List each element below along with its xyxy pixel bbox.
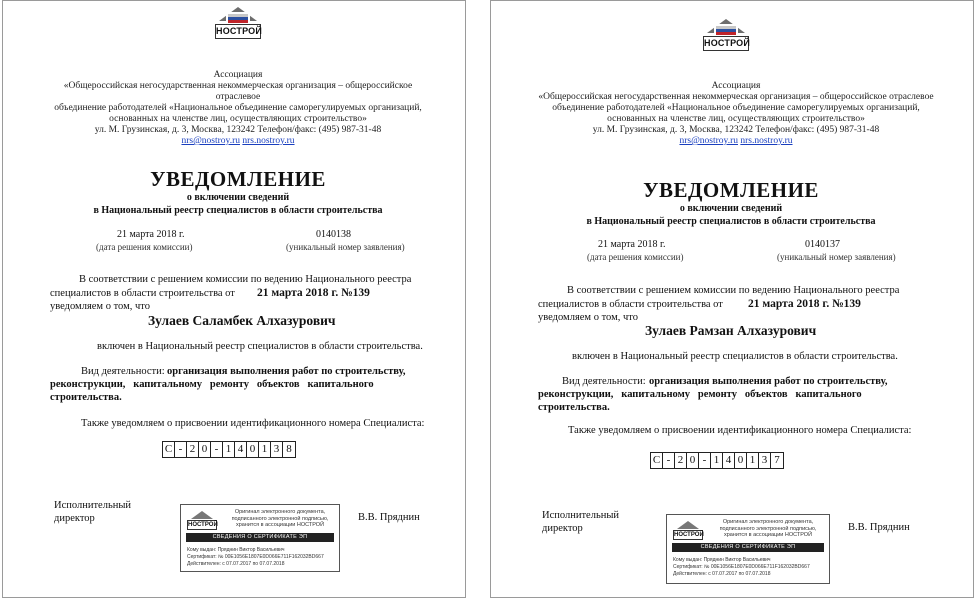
notice-subtitle-2: в Национальный реестр специалистов в области строительства (586, 216, 876, 227)
id-char: 3 (271, 442, 283, 457)
director-title-2: директор (542, 523, 583, 534)
page-gap (468, 0, 488, 598)
id-char: 4 (235, 442, 247, 457)
application-number-caption: (уникальный номер заявления) (286, 242, 405, 252)
nostroy-logo-icon (703, 19, 749, 55)
decision-reference: 21 марта 2018 г. №139 (748, 298, 861, 310)
notice-subtitle-1: о включении сведений (186, 192, 290, 203)
notice-page-right (490, 0, 974, 598)
id-char: 1 (711, 453, 723, 468)
para1-line2: специалистов в области строительства от (538, 299, 723, 310)
application-number: 0140137 (805, 239, 840, 250)
activity-line1: организация выполнения работ по строительству, (167, 366, 406, 377)
director-title-1: Исполнительный (542, 510, 620, 521)
organization-header (531, 81, 941, 147)
id-char: 0 (247, 442, 259, 457)
activity-line1: организация выполнения работ по строительству, (649, 376, 888, 387)
para1-line3: уведомляем о том, что (50, 301, 150, 312)
org-address: ул. М. Грузинская, д. 3, Москва, 123242 Телефон/факс: (495) 987-31-48 (94, 125, 382, 135)
specialist-name: Зулаев Рамзан Алхазурович (645, 323, 817, 338)
activity-line2: реконструкции, капитальному ремонту объектов капитального (50, 379, 374, 390)
notice-title: УВЕДОМЛЕНИЕ (643, 178, 819, 202)
stamp-logo-icon: НОСТРОЙ (673, 521, 703, 541)
id-char: 0 (687, 453, 699, 468)
org-line1: «Общероссийская негосударственная некоммерческая организация – общероссийское отраслевое (538, 92, 934, 102)
stamp-issued: Кому выдан: Пряднин Виктор Васильевич (187, 547, 285, 553)
id-char: 1 (223, 442, 235, 457)
id-char: 1 (259, 442, 271, 457)
activity-label: Вид деятельности: (81, 366, 165, 377)
para1-line3: уведомляем о том, что (538, 312, 638, 323)
activity-label: Вид деятельности: (562, 376, 646, 387)
id-char: 8 (286, 443, 292, 455)
id-char: 4 (723, 453, 735, 468)
org-line2: объединение работодателей «Национальное объединение саморегулируемых организаций, (54, 103, 422, 113)
notice-subtitle-2: в Национальный реестр специалистов в области строительства (93, 205, 383, 216)
stamp-cert-bar: СВЕДЕНИЯ О СЕРТИФИКАТЕ ЭП (672, 543, 824, 552)
id-number-text: Также уведомляем о присвоении идентификационного номера Специалиста: (568, 425, 912, 436)
specialist-name: Зулаев Саламбек Алхазурович (148, 313, 336, 328)
org-line3: основанных на членстве лиц, осуществляющих строительство» (607, 114, 865, 124)
activity-line3: строительства. (538, 402, 610, 413)
site-link[interactable]: nrs.nostroy.ru (242, 136, 295, 146)
decision-date-caption: (дата решения комиссии) (587, 252, 684, 262)
id-char: - (699, 453, 711, 468)
org-line3: основанных на членстве лиц, осуществляющих строительство» (109, 114, 367, 124)
para1-line2: специалистов в области строительства от (50, 288, 235, 299)
stamp-issued: Кому выдан: Пряднин Виктор Васильевич (673, 557, 771, 563)
application-number: 0140138 (316, 229, 351, 240)
id-char: 2 (187, 442, 199, 457)
decision-date: 21 марта 2018 г. (117, 229, 185, 240)
id-char: 1 (747, 453, 759, 468)
email-link[interactable]: nrs@nostroy.ru (181, 136, 240, 146)
id-char: С (651, 453, 663, 468)
email-link[interactable]: nrs@nostroy.ru (679, 136, 738, 146)
org-address: ул. М. Грузинская, д. 3, Москва, 123242 Телефон/факс: (495) 987-31-48 (592, 125, 880, 135)
id-char: 0 (199, 442, 211, 457)
org-line1: «Общероссийская негосударственная некоммерческая организация – общероссийское отраслевое (63, 81, 413, 102)
id-number-text: Также уведомляем о присвоении идентификационного номера Специалиста: (81, 418, 425, 429)
e-signature-stamp (180, 504, 340, 572)
activity-line2: реконструкции, капитальному ремонту объектов капитального (538, 389, 862, 400)
included-text: включен в Национальный реестр специалистов в области строительства. (97, 341, 423, 352)
stamp-cert: Сертификат: № 00E1056E1807E0D066E711F162032BD667 (187, 554, 324, 560)
decision-reference: 21 марта 2018 г. №139 (257, 287, 370, 299)
id-char: - (663, 453, 675, 468)
stamp-cert-bar: СВЕДЕНИЯ О СЕРТИФИКАТЕ ЭП (186, 533, 334, 542)
decision-date: 21 марта 2018 г. (598, 239, 666, 250)
notice-title: УВЕДОМЛЕНИЕ (150, 167, 326, 191)
signer-name: В.В. Пряднин (358, 512, 420, 523)
stamp-logo-icon: НОСТРОЙ (187, 511, 217, 531)
logo-text: НОСТРОЙ (215, 24, 261, 39)
signer-name: В.В. Пряднин (848, 522, 910, 533)
stamp-caption: Оригинал электронного документа, подписанного электронной подписью, хранится в ассоциации НОСТРОЙ (231, 509, 329, 528)
id-char: С (163, 442, 175, 457)
decision-date-caption: (дата решения комиссии) (96, 242, 193, 252)
site-link[interactable]: nrs.nostroy.ru (740, 136, 793, 146)
organization-header (43, 70, 433, 147)
id-char: 0 (735, 453, 747, 468)
director-title-2: директор (54, 513, 95, 524)
nostroy-logo-icon (215, 7, 261, 43)
specialist-id-number (162, 441, 296, 458)
e-signature-stamp (666, 514, 830, 584)
stamp-valid: Действителен: с 07.07.2017 по 07.07.2018 (187, 561, 285, 567)
director-title-1: Исполнительный (54, 500, 132, 511)
para1-line1: В соответствии с решением комиссии по ведению Национального реестра (567, 285, 900, 296)
stamp-valid: Действителен: с 07.07.2017 по 07.07.2018 (673, 571, 771, 577)
id-char: 3 (759, 453, 771, 468)
activity-line3: строительства. (50, 392, 122, 403)
application-number-caption: (уникальный номер заявления) (777, 252, 896, 262)
included-text: включен в Национальный реестр специалистов в области строительства. (572, 351, 898, 362)
notice-page-left (2, 0, 466, 598)
id-char: 2 (675, 453, 687, 468)
assoc-label: Ассоциация (711, 81, 761, 91)
assoc-label: Ассоциация (213, 70, 263, 80)
id-char: - (175, 442, 187, 457)
notice-subtitle-1: о включении сведений (679, 203, 783, 214)
id-char: - (211, 442, 223, 457)
stamp-caption: Оригинал электронного документа, подписанного электронной подписью, хранится в ассоциации НОСТРОЙ (719, 519, 817, 538)
specialist-id-number (650, 452, 784, 469)
org-line2: объединение работодателей «Национальное объединение саморегулируемых организаций, (552, 103, 920, 113)
id-char: 7 (774, 454, 780, 466)
stamp-cert: Сертификат: № 00E1056E1807E0D066E711F162032BD667 (673, 564, 810, 570)
para1-line1: В соответствии с решением комиссии по ведению Национального реестра (79, 274, 412, 285)
logo-text: НОСТРОЙ (703, 36, 749, 51)
